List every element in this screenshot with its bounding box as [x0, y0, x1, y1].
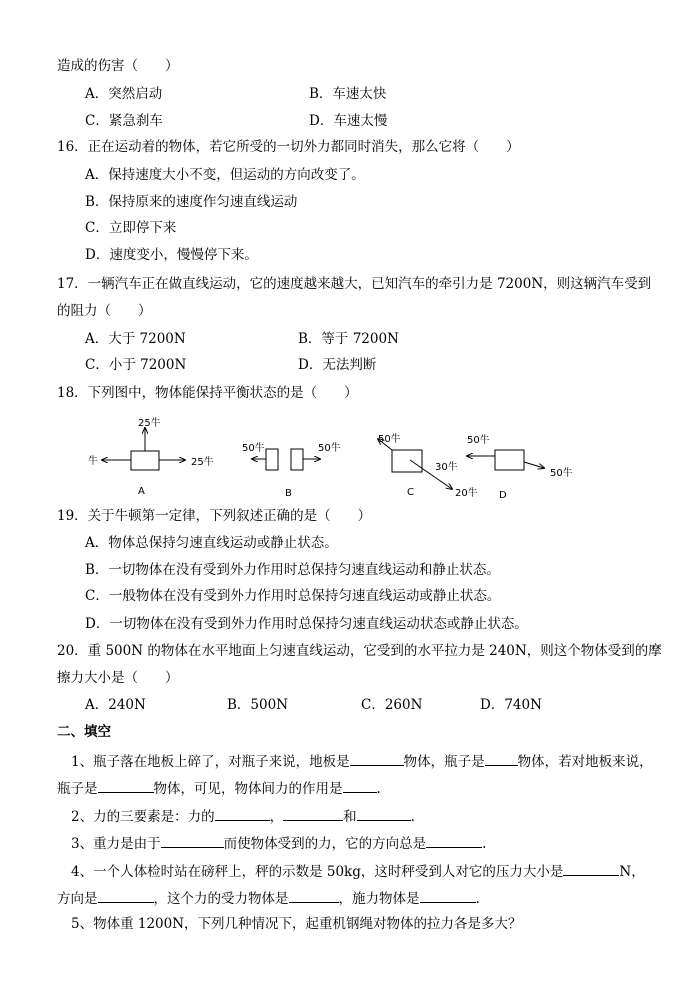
fig-c-bottom-label: 20牛 — [455, 488, 478, 499]
fill-1-line2 — [57, 778, 381, 798]
fill-1-text-d: 瓶子是 — [57, 781, 98, 797]
fill-1-blank-4 — [343, 778, 377, 793]
q20-option-a: A．240N — [85, 697, 146, 713]
fig-c-top-label: 50牛 — [378, 434, 401, 445]
q19-option-b: B．一切物体在没有受到外力作用时总保持匀速直线运动和静止状态。 — [85, 562, 500, 578]
section-2-title: 二、填空 — [57, 724, 111, 740]
fig-c-mid-label: 30牛 — [435, 462, 458, 473]
q20-stem-line1: 20．重 500N 的物体在水平地面上匀速直线运动，它受到的水平拉力是 240N，则这个物体受到的摩 — [57, 643, 662, 659]
fill-1-text-c: 物体，若对地板来说， — [517, 754, 653, 770]
fill-4-text-f: . — [475, 891, 480, 907]
fill-4-text-d: ，这个力的受力物体是 — [153, 891, 289, 907]
fill-2-blank-2 — [283, 806, 343, 821]
fill-2-text-a: 2、力的三要素是：力的 — [71, 809, 215, 825]
q16-option-b: B．保持原来的速度作匀速直线运动 — [85, 194, 298, 210]
fill-2-blank-1 — [215, 806, 270, 821]
q17-option-b: B．等于 7200N — [298, 331, 399, 347]
fill-1-text-a: 1、瓶子落在地板上碎了，对瓶子来说，地板是 — [71, 754, 350, 770]
q16-option-d: D．速度变小，慢慢停下来。 — [85, 247, 258, 263]
fig-c-label: C — [407, 487, 414, 498]
fig-a-up-label: 25牛 — [138, 418, 161, 429]
fig-a-left-label: 牛 — [88, 456, 98, 467]
fig-a-right-label: 25牛 — [191, 457, 214, 468]
fig-c-block — [392, 450, 422, 472]
q17-option-c: C．小于 7200N — [85, 357, 187, 373]
q20-option-c: C．260N — [361, 697, 423, 713]
q19-option-c: C．一般物体在没有受到外力作用时总保持匀速直线运动或静止状态。 — [85, 588, 501, 604]
fill-4-text-a: 4、一个人体检时站在磅秤上，秤的示数是 50kg，这时秤受到人对它的压力大小是 — [71, 864, 564, 880]
fill-1-line1 — [71, 751, 653, 771]
q16-option-a: A．保持速度大小不变，但运动的方向改变了。 — [85, 167, 365, 183]
q15-option-a: A．突然启动 — [85, 86, 163, 102]
q20-stem-line2: 擦力大小是（ ） — [57, 670, 179, 686]
fill-2-text-d: . — [410, 809, 415, 825]
fill-3 — [71, 833, 486, 853]
fill-4-text-c: 方向是 — [57, 891, 98, 907]
q19-option-a: A．物体总保持匀速直线运动或静止状态。 — [85, 535, 338, 551]
fill-5: 5、物体重 1200N，下列几种情况下，起重机钢绳对物体的拉力各是多大？ — [71, 916, 522, 932]
fill-4-blank-3 — [289, 888, 339, 903]
q15-option-b: B．车速太快 — [309, 86, 387, 102]
fig-b-block-right — [291, 449, 303, 470]
fill-2 — [71, 806, 415, 826]
q19-option-d: D．一切物体在没有受到外力作用时总保持匀速直线运动状态或静止状态。 — [85, 616, 528, 632]
fill-3-text-b: 而使物体受到的力，它的方向总是 — [223, 836, 427, 852]
fig-d-right-label: 50牛 — [550, 468, 573, 479]
fig-d-arrow-right — [524, 462, 544, 468]
q17-stem-line1: 17．一辆汽车正在做直线运动，它的速度越来越大，已知汽车的牵引力是 7200N，则这辆汽车受到 — [57, 276, 652, 292]
fig-b-label: B — [285, 488, 292, 499]
fill-1-blank-2 — [485, 751, 518, 766]
q16-option-c: C．立即停下来 — [85, 220, 177, 236]
q20-option-d: D．740N — [480, 697, 542, 713]
fill-4-line2 — [57, 888, 480, 908]
q17-option-a: A．大于 7200N — [85, 331, 186, 347]
fig-a-label: A — [138, 486, 145, 497]
fill-1-text-e: 物体，可见，物体间力的作用是 — [153, 781, 343, 797]
q19-stem: 19．关于牛顿第一定律，下列叙述正确的是（ ） — [57, 508, 372, 524]
fig-d-label: D — [499, 490, 507, 501]
fig-d-left-label: 50牛 — [467, 435, 490, 446]
fill-3-text-a: 3、重力是由于 — [71, 836, 161, 852]
fill-4-blank-2 — [98, 888, 154, 903]
fig-b-left-label: 50牛 — [242, 443, 265, 454]
q17-stem-line2: 的阻力（ ） — [57, 303, 152, 319]
q15-option-d: D．车速太慢 — [309, 113, 388, 129]
fill-3-blank-2 — [426, 833, 482, 848]
fig-b-right-label: 50牛 — [318, 443, 341, 454]
fill-2-blank-3 — [357, 806, 411, 821]
q20-option-b: B．500N — [227, 697, 289, 713]
fill-3-blank-1 — [161, 833, 224, 848]
q17-option-d: D．无法判断 — [298, 357, 377, 373]
q16-stem: 16．正在运动着的物体，若它所受的一切外力都同时消失，那么它将（ ） — [57, 139, 520, 155]
q15-continuation: 造成的伤害（ ） — [57, 58, 179, 74]
fill-1-text-f: . — [376, 781, 381, 797]
q15-option-c: C．紧急刹车 — [85, 113, 163, 129]
fill-1-text-b: 物体，瓶子是 — [403, 754, 485, 770]
fill-4-line1 — [71, 861, 645, 881]
fig-d-block — [495, 450, 524, 470]
fig-a-block — [131, 451, 159, 470]
fill-4-blank-1 — [563, 861, 619, 876]
fill-4-blank-4 — [420, 888, 476, 903]
fill-4-text-e: ，施力物体是 — [338, 891, 420, 907]
q18-stem: 18．下列图中，物体能保持平衡状态的是（ ） — [57, 385, 358, 401]
fill-1-blank-1 — [350, 751, 404, 766]
fill-2-text-c: 和 — [343, 809, 357, 825]
fill-4-text-b: N， — [619, 864, 645, 880]
fill-3-text-c: . — [482, 836, 487, 852]
q18-force-diagrams — [80, 412, 600, 504]
fig-b-block-left — [266, 449, 278, 470]
fill-2-text-b: ， — [269, 809, 284, 825]
fill-1-blank-3 — [98, 778, 154, 793]
